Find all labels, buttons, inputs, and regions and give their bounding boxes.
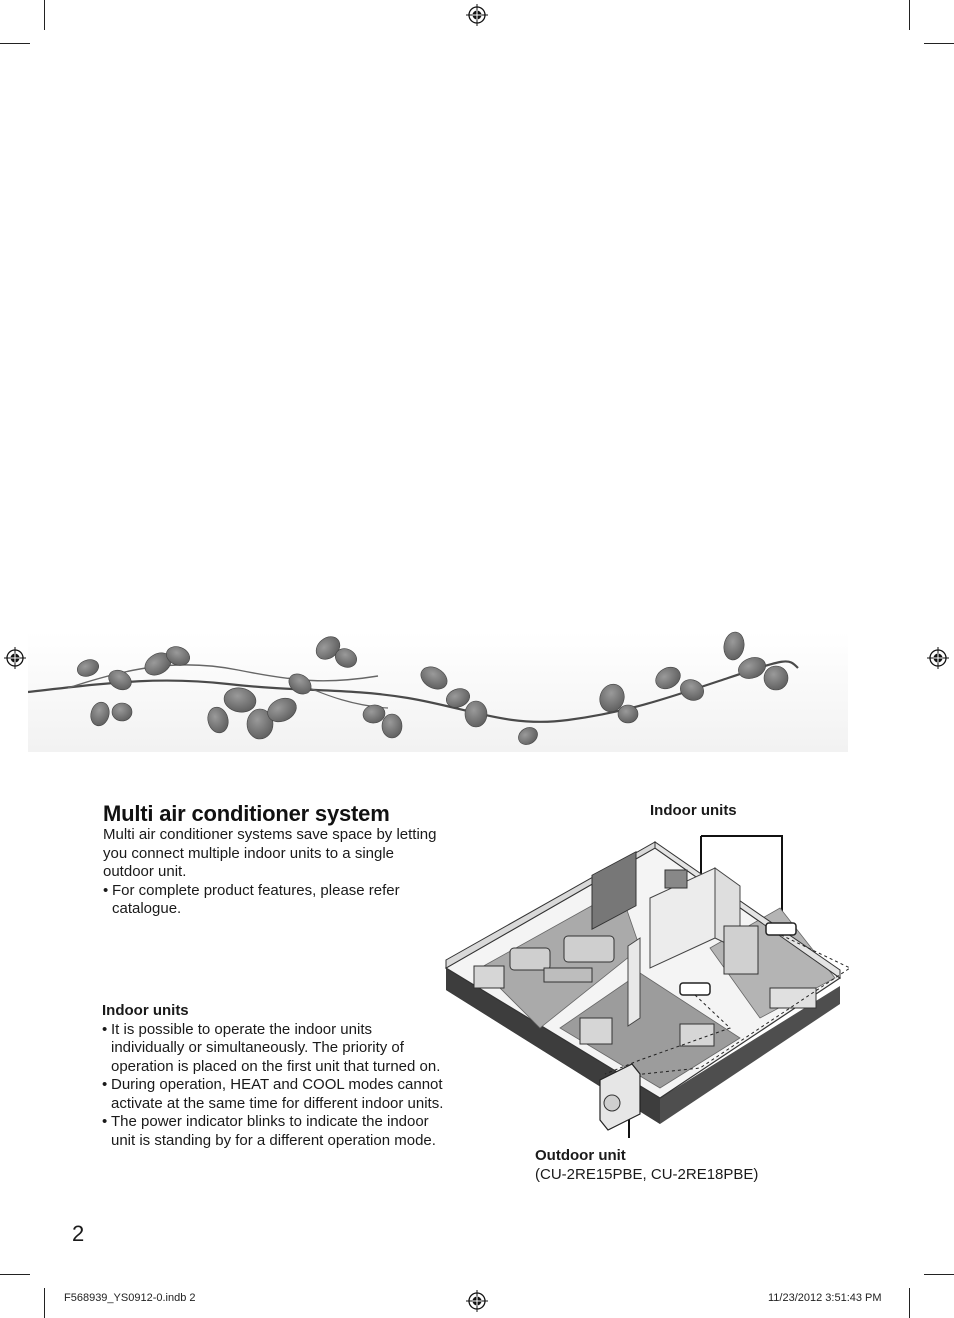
crop-mark xyxy=(0,43,30,44)
outdoor-unit-label xyxy=(535,1147,758,1184)
section-intro xyxy=(103,826,443,919)
footer-timestamp: 11/23/2012 3:51:43 PM xyxy=(768,1292,882,1304)
outdoor-unit-models: (CU-2RE15PBE, CU-2RE18PBE) xyxy=(535,1165,759,1183)
footer-file: F568939_YS0912-0.indb 2 xyxy=(64,1292,196,1304)
registration-mark-icon xyxy=(466,1290,488,1312)
indoor-units-label: Indoor units xyxy=(650,802,737,819)
crop-mark xyxy=(44,1288,45,1318)
crop-mark xyxy=(44,0,45,30)
list-item: • The power indicator blinks to indicate the indoor unit is standing by for a different operation mode. xyxy=(102,1113,447,1150)
outdoor-unit-title: Outdoor unit xyxy=(535,1147,626,1164)
crop-mark xyxy=(909,1288,910,1318)
crop-mark xyxy=(924,43,954,44)
page-number: 2 xyxy=(72,1221,85,1246)
intro-bullet: • For complete product features, please refer catalogue. xyxy=(103,882,443,919)
vine-leaves-decoration xyxy=(28,628,848,758)
list-item: • During operation, HEAT and COOL modes cannot activate at the same time for different indoor units. xyxy=(102,1076,447,1113)
registration-mark-icon xyxy=(927,647,949,669)
registration-mark-icon xyxy=(466,4,488,26)
list-item: • It is possible to operate the indoor units individually or simultaneously. The priority of operation is placed on the first unit that turned on. xyxy=(102,1021,447,1077)
indoor-units-list xyxy=(102,1021,447,1151)
crop-mark xyxy=(909,0,910,30)
crop-mark xyxy=(924,1274,954,1275)
section-title: Multi air conditioner system xyxy=(103,801,390,826)
crop-mark xyxy=(0,1274,30,1275)
indoor-units-heading: Indoor units xyxy=(102,1002,189,1019)
indoor-units-section xyxy=(102,1002,447,1150)
house-cutaway-illustration xyxy=(440,828,870,1138)
registration-mark-icon xyxy=(4,647,26,669)
intro-text: Multi air conditioner systems save space by letting you connect multiple indoor units to a single outdoor unit. xyxy=(103,826,437,880)
